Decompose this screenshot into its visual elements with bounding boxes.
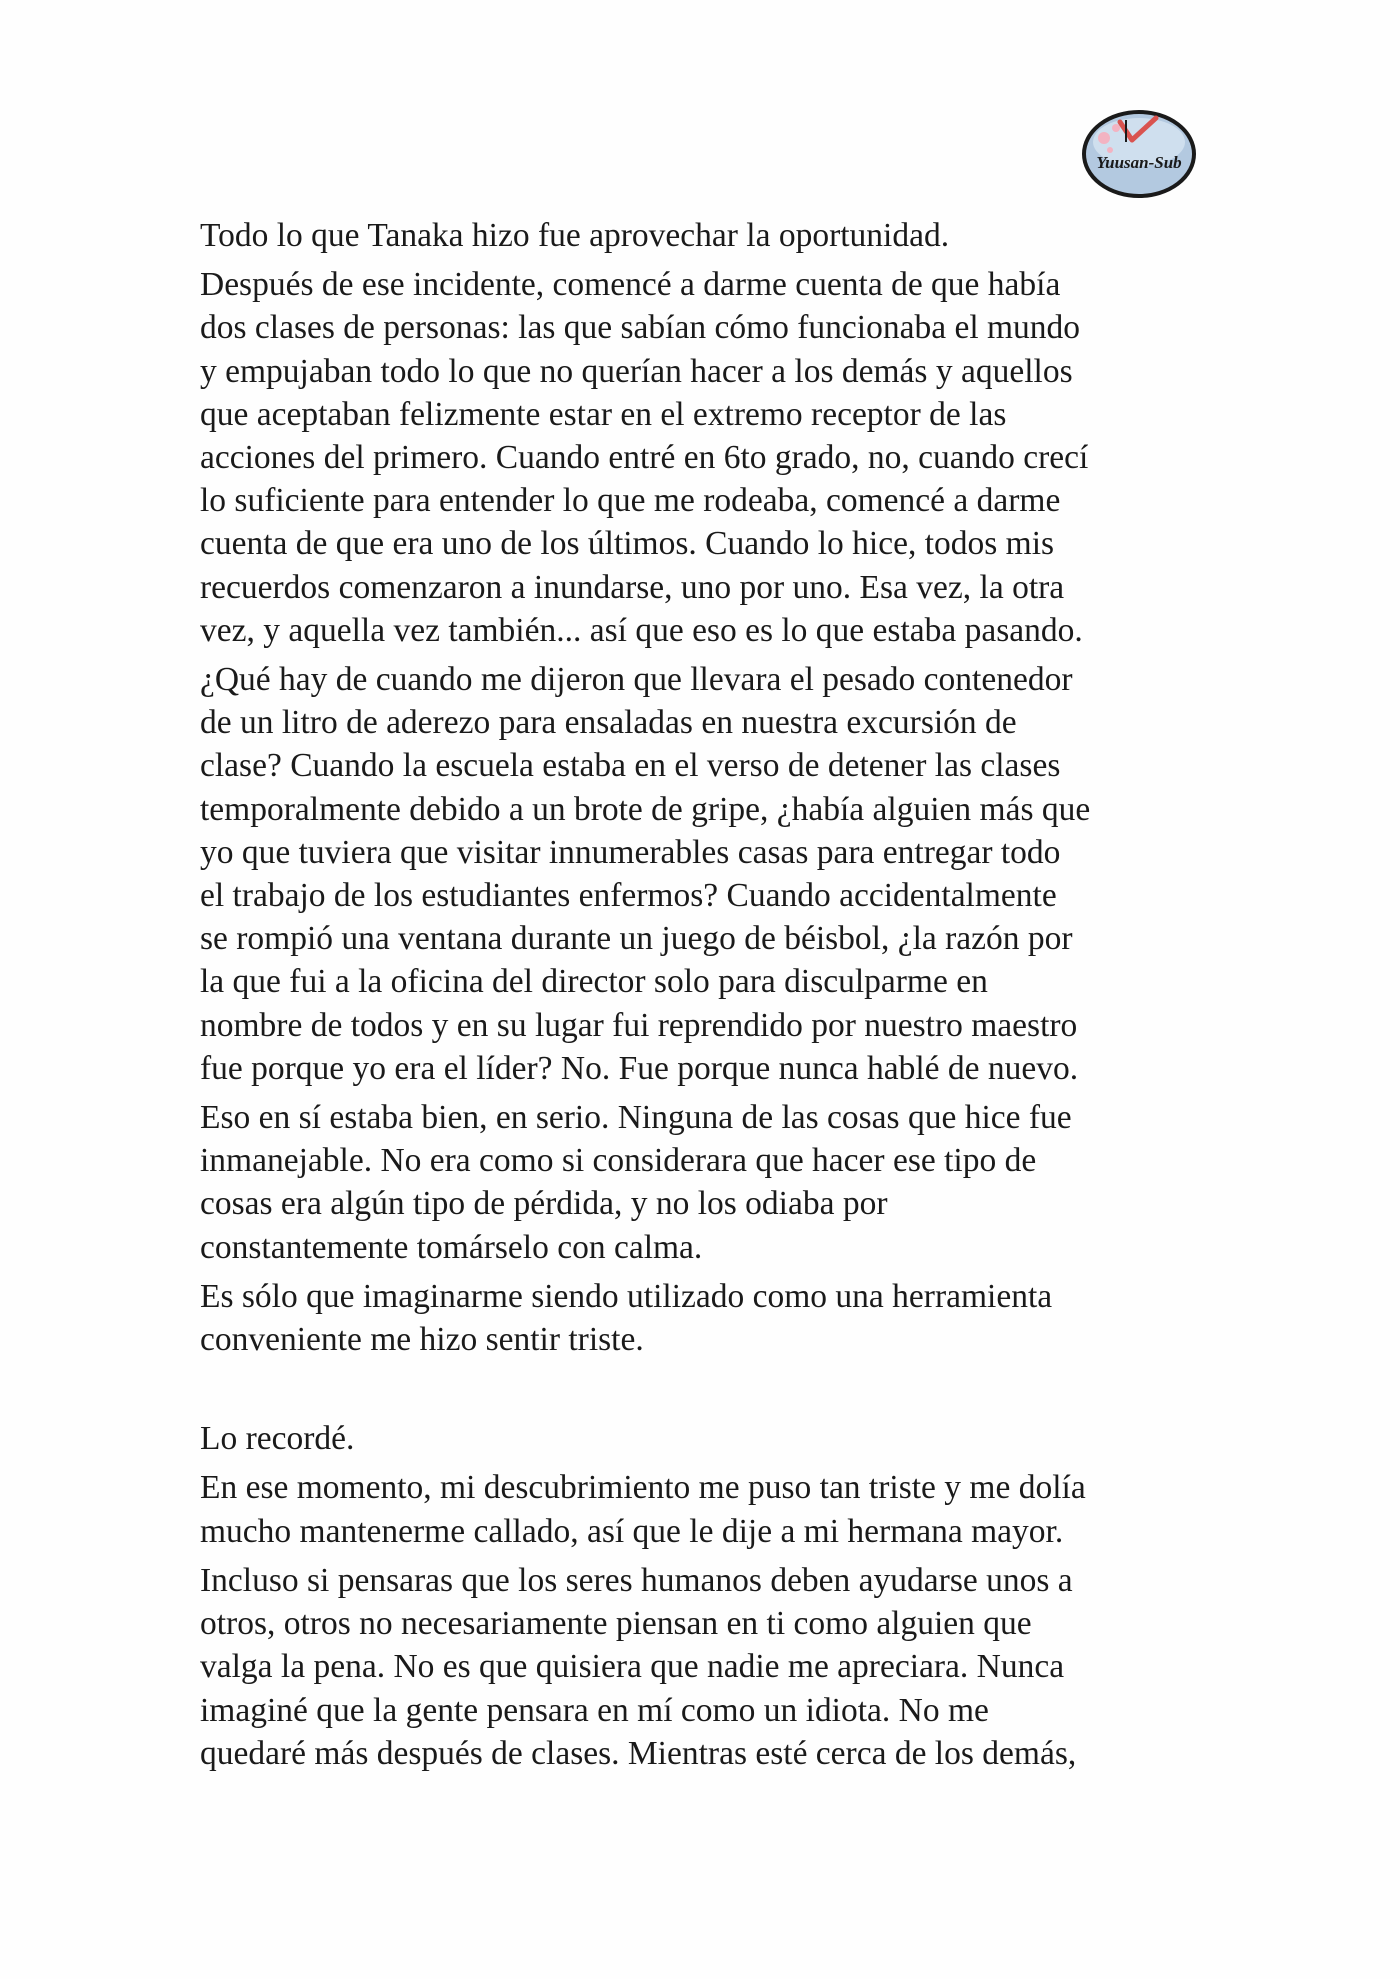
text-line: Todo lo que Tanaka hizo fue aprovechar la oportunidad. xyxy=(200,217,950,254)
logo-text: Yuusan-Sub xyxy=(1096,153,1182,172)
text-line: nombre de todos y en su lugar fui reprendido por nuestro maestro xyxy=(200,1006,1078,1044)
paragraph xyxy=(200,214,1210,257)
text-line: conveniente me hizo sentir triste. xyxy=(200,1321,644,1359)
text-line: yo que tuviera que visitar innumerables casas para entregar todo xyxy=(200,833,1061,871)
text-line: Es sólo que imaginarme siendo utilizado como una herramienta xyxy=(200,1277,1053,1315)
text-line: fue porque yo era el líder? No. Fue porque nunca hablé de nuevo. xyxy=(200,1049,1079,1087)
text-line: vez, y aquella vez también... así que eso es lo que estaba pasando. xyxy=(200,611,1083,649)
text-line: mucho mantenerme callado, así que le dije a mi hermana mayor. xyxy=(200,1512,1064,1550)
text-line: lo suficiente para entender lo que me rodeaba, comencé a darme xyxy=(200,482,1061,520)
logo-badge-icon xyxy=(1080,104,1198,200)
text-line: clase? Cuando la escuela estaba en el verso de detener las clases xyxy=(200,747,1061,785)
text-line: imaginé que la gente pensara en mí como un idiota. No me xyxy=(200,1691,989,1729)
text-line: acciones del primero. Cuando entré en 6to grado, no, cuando crecí xyxy=(200,439,1089,477)
paragraph xyxy=(200,658,1210,1090)
paragraph xyxy=(200,1417,1210,1460)
paragraph xyxy=(200,1466,1210,1552)
text-line: de un litro de aderezo para ensaladas en nuestra excursión de xyxy=(200,704,1017,742)
text-line: valga la pena. No es que quisiera que nadie me apreciara. Nunca xyxy=(200,1648,1065,1686)
text-line: Después de ese incidente, comencé a darme cuenta de que había xyxy=(200,266,1061,304)
scanlation-logo xyxy=(1080,104,1198,200)
text-line: dos clases de personas: las que sabían cómo funcionaba el mundo xyxy=(200,309,1081,347)
text-line: temporalmente debido a un brote de gripe, ¿había alguien más que xyxy=(200,790,1091,828)
text-line: ¿Qué hay de cuando me dijeron que llevara el pesado contenedor xyxy=(200,661,1073,699)
text-line: quedaré más después de clases. Mientras esté cerca de los demás, xyxy=(200,1734,1077,1772)
text-line: recuerdos comenzaron a inundarse, uno por uno. Esa vez, la otra xyxy=(200,568,1065,606)
section-break xyxy=(200,1367,1210,1417)
text-line: que aceptaban felizmente estar en el extremo receptor de las xyxy=(200,395,1007,433)
text-line: inmanejable. No era como si considerara que hacer ese tipo de xyxy=(200,1142,1037,1180)
text-line: Eso en sí estaba bien, en serio. Ninguna de las cosas que hice fue xyxy=(200,1099,1072,1137)
paragraph xyxy=(200,263,1210,652)
text-line: el trabajo de los estudiantes enfermos? Cuando accidentalmente xyxy=(200,877,1057,915)
text-line: cosas era algún tipo de pérdida, y no los odiaba por xyxy=(200,1185,888,1223)
document-body xyxy=(200,214,1210,1781)
text-line: la que fui a la oficina del director solo para disculparme en xyxy=(200,963,988,1001)
text-line: constantemente tomárselo con calma. xyxy=(200,1228,703,1266)
text-line: Incluso si pensaras que los seres humanos deben ayudarse unos a xyxy=(200,1561,1073,1599)
text-line: y empujaban todo lo que no querían hacer a los demás y aquellos xyxy=(200,352,1073,390)
text-line: cuenta de que era uno de los últimos. Cuando lo hice, todos mis xyxy=(200,525,1055,563)
text-line: se rompió una ventana durante un juego de béisbol, ¿la razón por xyxy=(200,920,1073,958)
text-line: otros, otros no necesariamente piensan en ti como alguien que xyxy=(200,1605,1032,1643)
text-line: En ese momento, mi descubrimiento me puso tan triste y me dolía xyxy=(200,1469,1086,1507)
paragraph xyxy=(200,1275,1210,1361)
paragraph xyxy=(200,1096,1210,1269)
text-line: Lo recordé. xyxy=(200,1420,355,1458)
paragraph xyxy=(200,1559,1210,1775)
